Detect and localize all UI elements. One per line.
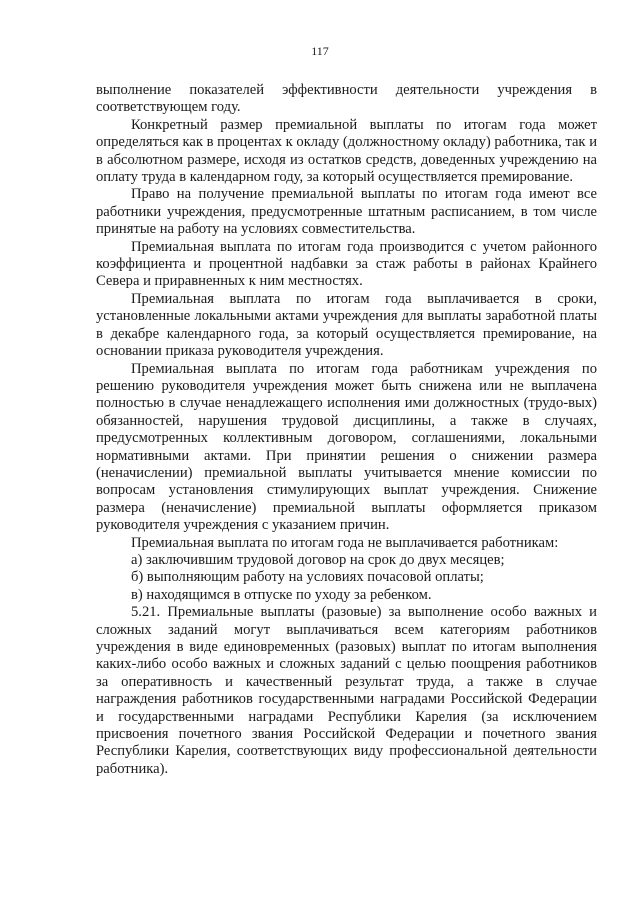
list-item-exclusion-a: а) заключившим трудовой договор на срок до двух месяцев; <box>131 551 505 568</box>
paragraph-section-5-21: 5.21. Премиальные выплаты (разовые) за выполнение особо важных и сложных заданий могут выплачиваться всем категориям работников учреждения в виде единовременных (разовых) выплат по итогам выполнения каких-либо особо важных и сложных заданий с целью поощрения работников за оперативность и качественный результат труда, а также в случае награждения работников государственными наградами Российской Федерации и государственными наградами Республики Карелия (за исключением присвоения почетного звания Российской Федерации и почетного звания Республики Карелия, соответствующих виду профессиональной деятельности работника). <box>96 604 597 777</box>
list-item-exclusion-b: б) выполняющим работу на условиях почасовой оплаты; <box>131 569 484 586</box>
document-body <box>96 82 597 778</box>
paragraph-bonus-eligibility: Право на получение премиальной выплаты по итогам года имеют все работники учреждения, предусмотренные штатным расписанием, в том числе принятые на работу на условиях совместительства. <box>96 186 597 238</box>
list-item-exclusion-c: в) находящимся в отпуске по уходу за ребенком. <box>131 586 432 603</box>
paragraph-bonus-exclusions-intro: Премиальная выплата по итогам года не выплачивается работникам: <box>131 534 559 551</box>
page-number: 117 <box>311 44 329 58</box>
paragraph-bonus-coefficient: Премиальная выплата по итогам года производится с учетом районного коэффициента и процентной надбавки за стаж работы в районах Крайнего Севера и приравненных к ним местностях. <box>96 238 597 290</box>
paragraph-bonus-timing: Премиальная выплата по итогам года выплачивается в сроки, установленные локальными актами учреждения для выплаты заработной платы в декабре календарного года, за который осуществляется премирование, на основании приказа руководителя учреждения. <box>96 290 597 360</box>
paragraph-continuation: выполнение показателей эффективности деятельности учреждения в соответствующем году. <box>96 82 597 116</box>
paragraph-bonus-reduction: Премиальная выплата по итогам года работникам учреждения по решению руководителя учреждения может быть снижена или не выплачена полностью в случае ненадлежащего исполнения ими должностных (трудо-вых) обязанностей, нарушения трудовой дисциплины, а также в случаях, предусмотренных коллективным договором, соглашениями, локальными нормативными актами. При принятии решения о снижении размера (неначислении) премиальной выплаты учитывается мнение комиссии по вопросам установления стимулирующих выплат учреждения. Снижение размера (неначисление) премиальной выплаты оформляется приказом руководителя учреждения с указанием причин. <box>96 360 597 534</box>
paragraph-bonus-size: Конкретный размер премиальной выплаты по итогам года может определяться как в процентах к окладу (должностному окладу) работника, так и в абсолютном размере, исходя из остатков средств, доведенных учреждению на оплату труда в календарном году, за который осуществляется премирование. <box>96 116 597 186</box>
